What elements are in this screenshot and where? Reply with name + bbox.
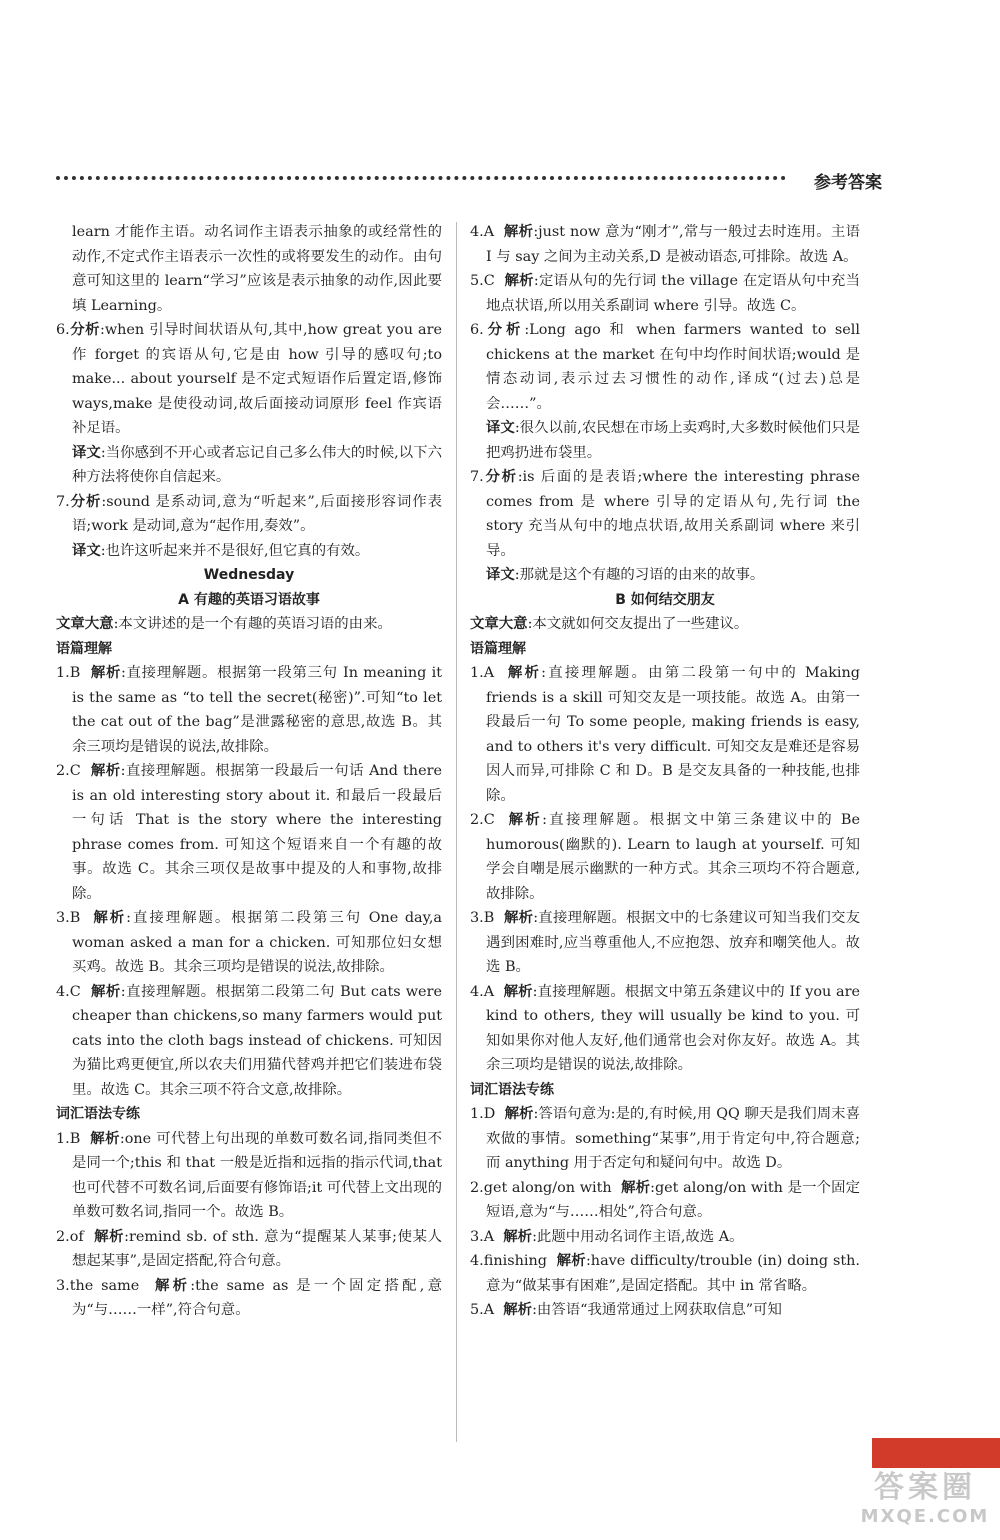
item-text: :直接理解题。根据第一段最后一句话 And there is an old interesting story about it. 和最后一段最后一句话 That is the story where the interesting phrase comes from. 可知这个短语来自一个有趣的故事。故选 C。其余三项仅是故事中提及的人和事物,故排除。 — [72, 763, 442, 902]
item-keyword: 文章大意 — [56, 616, 114, 632]
item-keyword: 解析 — [507, 665, 542, 681]
item-keyword: 解析 — [90, 665, 122, 681]
answer-item — [56, 1127, 442, 1225]
item-number: 5.C — [470, 273, 495, 289]
item-text: :the same as 是一个固定搭配,意为“与……一样”,符合句意。 — [72, 1277, 442, 1318]
item-keyword: 解析 — [503, 1302, 533, 1318]
day-heading: Wednesday — [203, 567, 295, 583]
item-number: 1.B — [56, 1130, 81, 1147]
left-column — [56, 220, 442, 1323]
watermark-logo-text: 答案圈 — [874, 1470, 976, 1505]
column-divider — [456, 222, 457, 1442]
item-keyword: 解析 — [90, 1130, 120, 1147]
item-number: 4.A — [470, 224, 495, 240]
translation-7 — [56, 539, 442, 564]
section-vocabulary-grammar: 词汇语法专练 — [470, 1081, 554, 1098]
item-number: 3.the same — [56, 1277, 140, 1294]
item-text: :直接理解题。根据第二段第三句 One day,a woman asked a man for a chicken. 可知那位妇女想买鸡。故选 B。其余三项均是错误的说法,故排除。 — [72, 910, 442, 975]
page-number-tab — [872, 1438, 1000, 1468]
item-text: :直接理解题。由第二段第一句中的 Making friends is a skill 可知交友是一项技能。故选 A。由第一段最后一句 To some people, making friends is easy, and to others it's very difficult. 可知交友是难还是容易因人而异,可排除 C 和 D。B 是交友具备的一种技能,也排除。 — [486, 665, 860, 804]
item-keyword: 文章大意 — [470, 616, 528, 632]
item-keyword: 解析 — [621, 1179, 651, 1196]
item-number: 6. — [56, 322, 70, 338]
item-keyword: 解析 — [93, 910, 127, 926]
analysis-item-7 — [56, 490, 442, 539]
item-text: :定语从句的先行词 the village 在定语从句中充当地点状语,所以用关系副词 where 引导。故选 C。 — [486, 273, 860, 314]
item-number: 1.B — [56, 665, 81, 681]
item-number: 4.finishing — [470, 1253, 547, 1269]
analysis-item-7 — [470, 465, 860, 563]
item-number: 1.D — [470, 1106, 496, 1122]
answer-item — [56, 661, 442, 759]
item-keyword: 分析 — [483, 322, 525, 338]
item-text: :remind sb. of sth. 意为“提醒某人某事;使某人想起某事”,是固定搭配,符合句意。 — [72, 1228, 442, 1269]
answer-item — [470, 808, 860, 906]
item-text: :当你感到不开心或者忘记自己多么伟大的时候,以下六种方法将使你自信起来。 — [72, 444, 442, 485]
answer-item — [56, 980, 442, 1103]
item-text: :那就是这个有趣的习语的由来的故事。 — [514, 567, 765, 583]
header-title: 参考答案 — [814, 173, 882, 193]
item-number: 4.A — [470, 983, 495, 1000]
passage-heading-b: B 如何结交朋友 — [615, 591, 715, 608]
item-text: :直接理解题。根据文中第三条建议中的 Be humorous(幽默的). Learn to laugh at yourself. 可知学会自嘲是展示幽默的一种方式。其余三项均不符合题意,故排除。 — [486, 812, 860, 902]
item-number: 7. — [470, 469, 484, 485]
item-text: :直接理解题。根据第一段第三句 In meaning it is the same as “to tell the secret(秘密)”.可知“to let the cat out of the bag”是泄露秘密的意思,故选 B。其余三项均是错误的说法,故排除。 — [72, 665, 442, 755]
item-text: :很久以前,农民想在市场上卖鸡时,大多数时候他们只是把鸡扔进布袋里。 — [486, 420, 860, 461]
answer-item — [470, 220, 860, 269]
item-keyword: 译文 — [486, 567, 515, 583]
item-text: :Long ago 和 when farmers wanted to sell chickens at the market 在句中均作时间状语;would 是情态动词,表示过去习惯性的动作,译成“(过去)总是会……”。 — [486, 322, 860, 412]
analysis-item-6 — [56, 318, 442, 441]
item-keyword: 译文 — [72, 444, 101, 461]
item-number: 3.B — [56, 910, 81, 926]
paragraph-continuation: learn 才能作主语。动名词作主语表示抽象的或经常性的动作,不定式作主语表示一次性的或将要发生的动作。由句意可知这里的 learn“学习”应该是表示抽象的动作,因此要填 Learning。 — [72, 224, 442, 314]
translation-6 — [56, 441, 442, 490]
item-number: 3.A — [470, 1228, 495, 1245]
answer-item — [470, 1102, 860, 1176]
answer-item — [56, 759, 442, 906]
item-text: :也许这听起来并不是很好,但它真的有效。 — [100, 542, 370, 559]
item-number: 2.of — [56, 1228, 84, 1245]
header-dotted-rule — [56, 176, 786, 180]
site-watermark — [852, 1470, 998, 1538]
item-keyword: 解析 — [90, 983, 121, 1000]
item-text: :直接理解题。根据第二段第二句 But cats were cheaper than chickens,so many farmers would put cats into the cloth bags instead of chickens. 可知因为猫比鸡更便宜,所以农夫们用猫代替鸡并把它们装进布袋里。故选 C。其余三项不符合文意,故排除。 — [72, 983, 442, 1098]
item-keyword: 解析 — [94, 1228, 125, 1245]
item-keyword: 解析 — [504, 273, 534, 289]
item-keyword: 解析 — [503, 1228, 533, 1245]
item-number: 4.C — [56, 983, 81, 1000]
item-number: 7. — [56, 493, 70, 510]
section-vocabulary-grammar: 词汇语法专练 — [56, 1106, 140, 1122]
translation-7 — [470, 563, 860, 588]
item-keyword: 分析 — [69, 322, 100, 338]
item-number: 1.A — [470, 665, 495, 681]
analysis-item-6 — [470, 318, 860, 416]
item-text: :when 引导时间状语从句,其中,how great you are 作 forget 的宾语从句,它是由 how 引导的感叹句;to make... about yourself 是不定式短语作后置定语,修饰 ways,make 是使役动词,故后面接动词原形 feel 作宾语补足语。 — [72, 322, 442, 436]
item-keyword: 解析 — [556, 1253, 586, 1269]
answer-item — [470, 906, 860, 980]
section-reading-comprehension: 语篇理解 — [56, 640, 112, 657]
item-text: :由答语“我通常通过上网获取信息”可知 — [532, 1302, 782, 1318]
passage-summary — [56, 612, 442, 637]
item-keyword: 解析 — [508, 812, 543, 828]
answer-item — [470, 1225, 860, 1250]
item-keyword: 解析 — [154, 1277, 191, 1294]
passage-heading-a: A 有趣的英语习语故事 — [178, 591, 320, 608]
item-number: 2.get along/on with — [470, 1179, 612, 1196]
item-text: :直接理解题。根据文中的七条建议可知当我们交友遇到困难时,应当尊重他人,不应抱怨、放弃和嘲笑他人。故选 B。 — [486, 910, 860, 975]
item-number: 2.C — [56, 763, 81, 779]
item-keyword: 译文 — [72, 542, 101, 559]
passage-summary — [470, 612, 860, 637]
item-text: :本文就如何交友提出了一些建议。 — [527, 616, 749, 632]
item-number: 3.B — [470, 910, 495, 926]
answer-item — [470, 980, 860, 1078]
answer-item — [56, 1274, 442, 1323]
item-keyword: 译文 — [486, 420, 515, 436]
item-text: :本文讲述的是一个有趣的英语习语的由来。 — [113, 616, 392, 632]
answer-item — [470, 1176, 860, 1225]
item-keyword: 解析 — [503, 983, 533, 1000]
item-keyword: 解析 — [90, 763, 121, 779]
item-text: :just now 意为“刚才”,常与一般过去时连用。主语 I 与 say 之间为主动关系,D 是被动语态,可排除。故选 A。 — [486, 224, 860, 265]
item-keyword: 解析 — [503, 224, 534, 240]
item-keyword: 解析 — [504, 1106, 534, 1122]
answer-item — [470, 1249, 860, 1298]
item-number: 6. — [470, 322, 484, 338]
item-number: 5.A — [470, 1302, 495, 1318]
answer-item — [470, 269, 860, 318]
item-text: :答语句意为:是的,有时候,用 QQ 聊天是我们周末喜欢做的事情。something“某事”,用于肯定句中,符合题意;而 anything 用于否定句和疑问句中。故选 D。 — [486, 1106, 860, 1171]
answer-item — [470, 661, 860, 808]
item-text: :直接理解题。根据文中第五条建议中的 If you are kind to others, they will usually be kind to you. 可知如果你对他人友好,他们通常也会对你友好。故选 A。其余三项均是错误的说法,故排除。 — [486, 983, 860, 1073]
item-text: :sound 是系动词,意为“听起来”,后面接形容词作表语;work 是动词,意为“起作用,奏效”。 — [72, 493, 442, 534]
item-text: :此题中用动名词作主语,故选 A。 — [532, 1228, 744, 1245]
answer-item — [56, 1225, 442, 1274]
item-number: 2.C — [470, 812, 495, 828]
item-text: :one 可代替上句出现的单数可数名词,指同类但不是同一个;this 和 that 一般是近指和远指的指示代词,that 也可代替不可数名词,后面要有修饰语;it 可代替上文出现的单数可数名词,指同一个。故选 B。 — [72, 1130, 442, 1220]
translation-6 — [470, 416, 860, 465]
item-keyword: 解析 — [503, 910, 534, 926]
item-text: :have difficulty/trouble (in) doing sth. 意为“做某事有困难”,是固定搭配。其中 in 常省略。 — [486, 1253, 860, 1294]
item-keyword: 分析 — [483, 469, 518, 485]
right-column — [470, 220, 860, 1323]
answer-item — [470, 1298, 860, 1323]
section-reading-comprehension: 语篇理解 — [470, 640, 526, 657]
answer-item — [56, 906, 442, 980]
item-keyword: 分析 — [69, 493, 102, 510]
item-text: :get along/on with 是一个固定短语,意为“与……相处”,符合句意。 — [486, 1179, 860, 1220]
watermark-url-text: MXQE.COM — [860, 1506, 990, 1527]
item-text: :is 后面的是表语;where the interesting phrase comes from 是 where 引导的定语从句,先行词 the story 充当从句中的地点状语,故用关系副词 where 来引导。 — [486, 469, 860, 559]
